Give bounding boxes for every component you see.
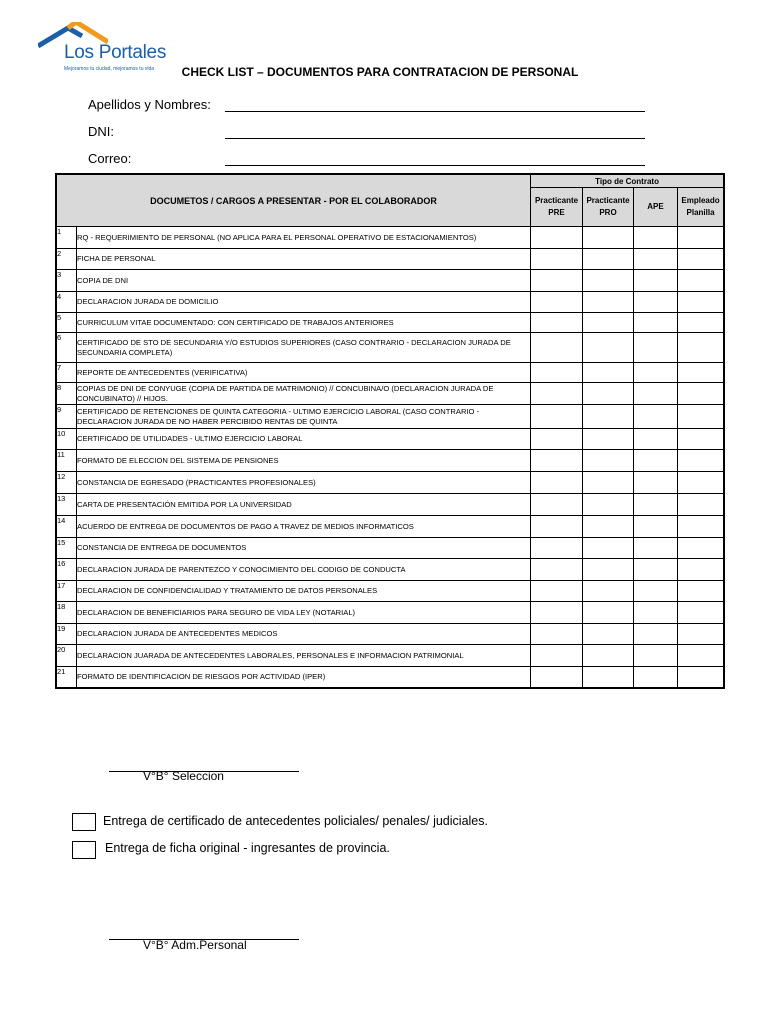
row-description: CURRICULUM VITAE DOCUMENTADO: CON CERTIFICADO DE TRABAJOS ANTERIORES xyxy=(77,313,531,333)
check-cell-ape[interactable] xyxy=(634,667,678,688)
col-practicante-pro: Practicante PRO xyxy=(583,188,634,227)
check-cell-ape[interactable] xyxy=(634,227,678,249)
checkbox-antecedentes[interactable] xyxy=(72,813,96,831)
check-cell-practicante-pre[interactable] xyxy=(531,450,583,472)
check-cell-ape[interactable] xyxy=(634,494,678,516)
check-cell-ape[interactable] xyxy=(634,292,678,313)
table-row xyxy=(57,383,724,405)
table-row xyxy=(57,538,724,559)
table-row xyxy=(57,292,724,313)
check-cell-practicante-pre[interactable] xyxy=(531,405,583,429)
check-cell-practicante-pre[interactable] xyxy=(531,494,583,516)
check-cell-empleado-planilla[interactable] xyxy=(678,249,724,270)
check-cell-ape[interactable] xyxy=(634,383,678,405)
table-row xyxy=(57,363,724,383)
row-number: 9 xyxy=(57,405,77,429)
check-cell-ape[interactable] xyxy=(634,333,678,363)
check-cell-empleado-planilla[interactable] xyxy=(678,472,724,494)
row-number: 18 xyxy=(57,602,77,624)
row-description: CERTIFICADO DE STO DE SECUNDARIA Y/O ESTUDIOS SUPERIORES (CASO CONTRARIO - DECLARACION JURADA DE SECUNDARIA COMPLETA) xyxy=(77,333,531,363)
check-cell-practicante-pro[interactable] xyxy=(583,227,634,249)
check-cell-practicante-pro[interactable] xyxy=(583,559,634,581)
checklist-table xyxy=(56,174,724,688)
table-row xyxy=(57,516,724,538)
check-cell-practicante-pro[interactable] xyxy=(583,249,634,270)
row-description: DECLARACION DE BENEFICIARIOS PARA SEGURO DE VIDA LEY (NOTARIAL) xyxy=(77,602,531,624)
check-cell-empleado-planilla[interactable] xyxy=(678,645,724,667)
row-number: 5 xyxy=(57,313,77,333)
check-cell-empleado-planilla[interactable] xyxy=(678,494,724,516)
check-cell-practicante-pro[interactable] xyxy=(583,450,634,472)
check-cell-practicante-pre[interactable] xyxy=(531,516,583,538)
signature-label-seleccion: V°B° Seleccion xyxy=(143,769,224,783)
check-cell-empleado-planilla[interactable] xyxy=(678,450,724,472)
row-description: CONSTANCIA DE EGRESADO (PRACTICANTES PROFESIONALES) xyxy=(77,472,531,494)
check-cell-ape[interactable] xyxy=(634,405,678,429)
check-cell-ape[interactable] xyxy=(634,581,678,602)
check-cell-practicante-pre[interactable] xyxy=(531,313,583,333)
check-cell-practicante-pre[interactable] xyxy=(531,292,583,313)
row-description: ACUERDO DE ENTREGA DE DOCUMENTOS DE PAGO A TRAVEZ DE MEDIOS INFORMATICOS xyxy=(77,516,531,538)
row-number: 21 xyxy=(57,667,77,688)
field-label-nombres: Apellidos y Nombres: xyxy=(88,97,211,112)
check-cell-practicante-pro[interactable] xyxy=(583,472,634,494)
check-cell-practicante-pre[interactable] xyxy=(531,602,583,624)
row-description: DECLARACION JURADA DE ANTECEDENTES MEDICOS xyxy=(77,624,531,645)
field-line-nombres[interactable] xyxy=(225,111,645,112)
col-ape: APE xyxy=(634,188,678,227)
row-number: 13 xyxy=(57,494,77,516)
check-cell-empleado-planilla[interactable] xyxy=(678,363,724,383)
check-cell-ape[interactable] xyxy=(634,516,678,538)
check-cell-practicante-pro[interactable] xyxy=(583,383,634,405)
row-number: 20 xyxy=(57,645,77,667)
row-number: 17 xyxy=(57,581,77,602)
table-row xyxy=(57,333,724,363)
check-cell-ape[interactable] xyxy=(634,363,678,383)
check-cell-empleado-planilla[interactable] xyxy=(678,313,724,333)
table-row xyxy=(57,227,724,249)
row-description: FICHA DE PERSONAL xyxy=(77,249,531,270)
row-description: RQ - REQUERIMIENTO DE PERSONAL (NO APLICA PARA EL PERSONAL OPERATIVO DE ESTACIONAMIENTOS) xyxy=(77,227,531,249)
check-cell-practicante-pro[interactable] xyxy=(583,645,634,667)
check-cell-empleado-planilla[interactable] xyxy=(678,383,724,405)
logo-tagline: Mejoramos tu ciudad, mejoramos tu vida xyxy=(64,66,155,72)
row-number: 14 xyxy=(57,516,77,538)
row-number: 19 xyxy=(57,624,77,645)
field-label-dni: DNI: xyxy=(88,124,114,139)
check-cell-practicante-pre[interactable] xyxy=(531,363,583,383)
check-cell-empleado-planilla[interactable] xyxy=(678,538,724,559)
row-number: 16 xyxy=(57,559,77,581)
row-number: 4 xyxy=(57,292,77,313)
row-number: 8 xyxy=(57,383,77,405)
check-cell-empleado-planilla[interactable] xyxy=(678,429,724,450)
col-empleado-planilla: Empleado Planilla xyxy=(678,188,724,227)
table-row xyxy=(57,624,724,645)
table-row xyxy=(57,559,724,581)
check-cell-ape[interactable] xyxy=(634,538,678,559)
check-cell-practicante-pro[interactable] xyxy=(583,429,634,450)
check-cell-ape[interactable] xyxy=(634,559,678,581)
check-cell-empleado-planilla[interactable] xyxy=(678,292,724,313)
check-cell-ape[interactable] xyxy=(634,429,678,450)
logo-name: Los Portales xyxy=(64,42,167,63)
check-cell-practicante-pre[interactable] xyxy=(531,667,583,688)
row-number: 12 xyxy=(57,472,77,494)
check-cell-ape[interactable] xyxy=(634,249,678,270)
check-cell-ape[interactable] xyxy=(634,602,678,624)
checkbox-ficha-original[interactable] xyxy=(72,841,96,859)
check-cell-ape[interactable] xyxy=(634,624,678,645)
check-cell-practicante-pro[interactable] xyxy=(583,624,634,645)
checkbox-label-ficha-original: Entrega de ficha original - ingresantes de provincia. xyxy=(105,841,390,855)
row-description: CERTIFICADO DE RETENCIONES DE QUINTA CATEGORIA - ULTIMO EJERCICIO LABORAL (CASO CONTRARIO - DECLARACION JURADA DE NO HABER PERCIBIDO RENTAS DE QUINTA xyxy=(77,405,531,429)
row-description: CARTA DE PRESENTACIÓN EMITIDA POR LA UNIVERSIDAD xyxy=(77,494,531,516)
check-cell-empleado-planilla[interactable] xyxy=(678,581,724,602)
check-cell-empleado-planilla[interactable] xyxy=(678,559,724,581)
check-cell-ape[interactable] xyxy=(634,472,678,494)
table-row xyxy=(57,405,724,429)
check-cell-practicante-pre[interactable] xyxy=(531,559,583,581)
field-line-dni[interactable] xyxy=(225,138,645,139)
check-cell-practicante-pre[interactable] xyxy=(531,249,583,270)
check-cell-empleado-planilla[interactable] xyxy=(678,405,724,429)
row-number: 11 xyxy=(57,450,77,472)
row-number: 15 xyxy=(57,538,77,559)
table-row xyxy=(57,581,724,602)
check-cell-practicante-pro[interactable] xyxy=(583,292,634,313)
check-cell-practicante-pro[interactable] xyxy=(583,538,634,559)
check-cell-ape[interactable] xyxy=(634,313,678,333)
table-row xyxy=(57,602,724,624)
check-cell-practicante-pro[interactable] xyxy=(583,333,634,363)
check-cell-practicante-pre[interactable] xyxy=(531,538,583,559)
row-description: REPORTE DE ANTECEDENTES (VERIFICATIVA) xyxy=(77,363,531,383)
table-row xyxy=(57,645,724,667)
checkbox-label-antecedentes: Entrega de certificado de antecedentes policiales/ penales/ judiciales. xyxy=(103,814,488,828)
row-description: FORMATO DE IDENTIFICACION DE RIESGOS POR ACTIVIDAD (IPER) xyxy=(77,667,531,688)
signature-label-adm: V°B° Adm.Personal xyxy=(143,938,247,952)
table-row xyxy=(57,472,724,494)
check-cell-empleado-planilla[interactable] xyxy=(678,624,724,645)
row-description: DECLARACION JURADA DE DOMICILIO xyxy=(77,292,531,313)
check-cell-ape[interactable] xyxy=(634,450,678,472)
row-description: COPIA DE DNI xyxy=(77,270,531,292)
row-description: DECLARACION DE CONFIDENCIALIDAD Y TRATAMIENTO DE DATOS PERSONALES xyxy=(77,581,531,602)
row-description: DECLARACION JUARADA DE ANTECEDENTES LABORALES, PERSONALES E INFORMACION PATRIMONIAL xyxy=(77,645,531,667)
row-description: FORMATO DE ELECCION DEL SISTEMA DE PENSIONES xyxy=(77,450,531,472)
field-label-correo: Correo: xyxy=(88,151,132,166)
table-row xyxy=(57,429,724,450)
check-cell-practicante-pre[interactable] xyxy=(531,645,583,667)
table-row xyxy=(57,249,724,270)
row-description: CERTIFICADO DE UTILIDADES - ULTIMO EJERCICIO LABORAL xyxy=(77,429,531,450)
check-cell-practicante-pro[interactable] xyxy=(583,270,634,292)
check-cell-practicante-pre[interactable] xyxy=(531,383,583,405)
check-cell-empleado-planilla[interactable] xyxy=(678,602,724,624)
doc-header: DOCUMETOS / CARGOS A PRESENTAR - POR EL COLABORADOR xyxy=(57,175,531,227)
check-cell-empleado-planilla[interactable] xyxy=(678,333,724,363)
row-description: COPIAS DE DNI DE CONYUGE (COPIA DE PARTIDA DE MATRIMONIO) // CONCUBINA/O (DECLARACION JURADA DE CONCUBINATO) // HIJOS. xyxy=(77,383,531,405)
check-cell-practicante-pre[interactable] xyxy=(531,333,583,363)
col-practicante-pre: Practicante PRE xyxy=(531,188,583,227)
row-number: 1 xyxy=(57,227,77,249)
table-row xyxy=(57,270,724,292)
check-cell-practicante-pro[interactable] xyxy=(583,313,634,333)
check-cell-practicante-pro[interactable] xyxy=(583,667,634,688)
row-number: 7 xyxy=(57,363,77,383)
check-cell-practicante-pro[interactable] xyxy=(583,494,634,516)
check-cell-practicante-pre[interactable] xyxy=(531,270,583,292)
table-row xyxy=(57,313,724,333)
row-number: 6 xyxy=(57,333,77,363)
check-cell-practicante-pro[interactable] xyxy=(583,602,634,624)
check-cell-practicante-pre[interactable] xyxy=(531,472,583,494)
check-cell-practicante-pre[interactable] xyxy=(531,227,583,249)
check-cell-empleado-planilla[interactable] xyxy=(678,667,724,688)
check-cell-practicante-pro[interactable] xyxy=(583,363,634,383)
row-description: DECLARACION JURADA DE PARENTEZCO Y CONOCIMIENTO DEL CODIGO DE CONDUCTA xyxy=(77,559,531,581)
check-cell-practicante-pre[interactable] xyxy=(531,624,583,645)
table-row xyxy=(57,667,724,688)
check-cell-ape[interactable] xyxy=(634,645,678,667)
check-cell-practicante-pre[interactable] xyxy=(531,581,583,602)
check-cell-practicante-pro[interactable] xyxy=(583,516,634,538)
field-line-correo[interactable] xyxy=(225,165,645,166)
tipo-contrato-header: Tipo de Contrato xyxy=(531,175,724,188)
row-description: CONSTANCIA DE ENTREGA DE DOCUMENTOS xyxy=(77,538,531,559)
table-row xyxy=(57,450,724,472)
check-cell-practicante-pro[interactable] xyxy=(583,581,634,602)
check-cell-practicante-pre[interactable] xyxy=(531,429,583,450)
row-number: 10 xyxy=(57,429,77,450)
check-cell-practicante-pro[interactable] xyxy=(583,405,634,429)
table-row xyxy=(57,494,724,516)
check-cell-ape[interactable] xyxy=(634,270,678,292)
page-title: CHECK LIST – DOCUMENTOS PARA CONTRATACION DE PERSONAL xyxy=(181,65,579,79)
check-cell-empleado-planilla[interactable] xyxy=(678,516,724,538)
check-cell-empleado-planilla[interactable] xyxy=(678,270,724,292)
row-number: 3 xyxy=(57,270,77,292)
row-number: 2 xyxy=(57,249,77,270)
check-cell-empleado-planilla[interactable] xyxy=(678,227,724,249)
